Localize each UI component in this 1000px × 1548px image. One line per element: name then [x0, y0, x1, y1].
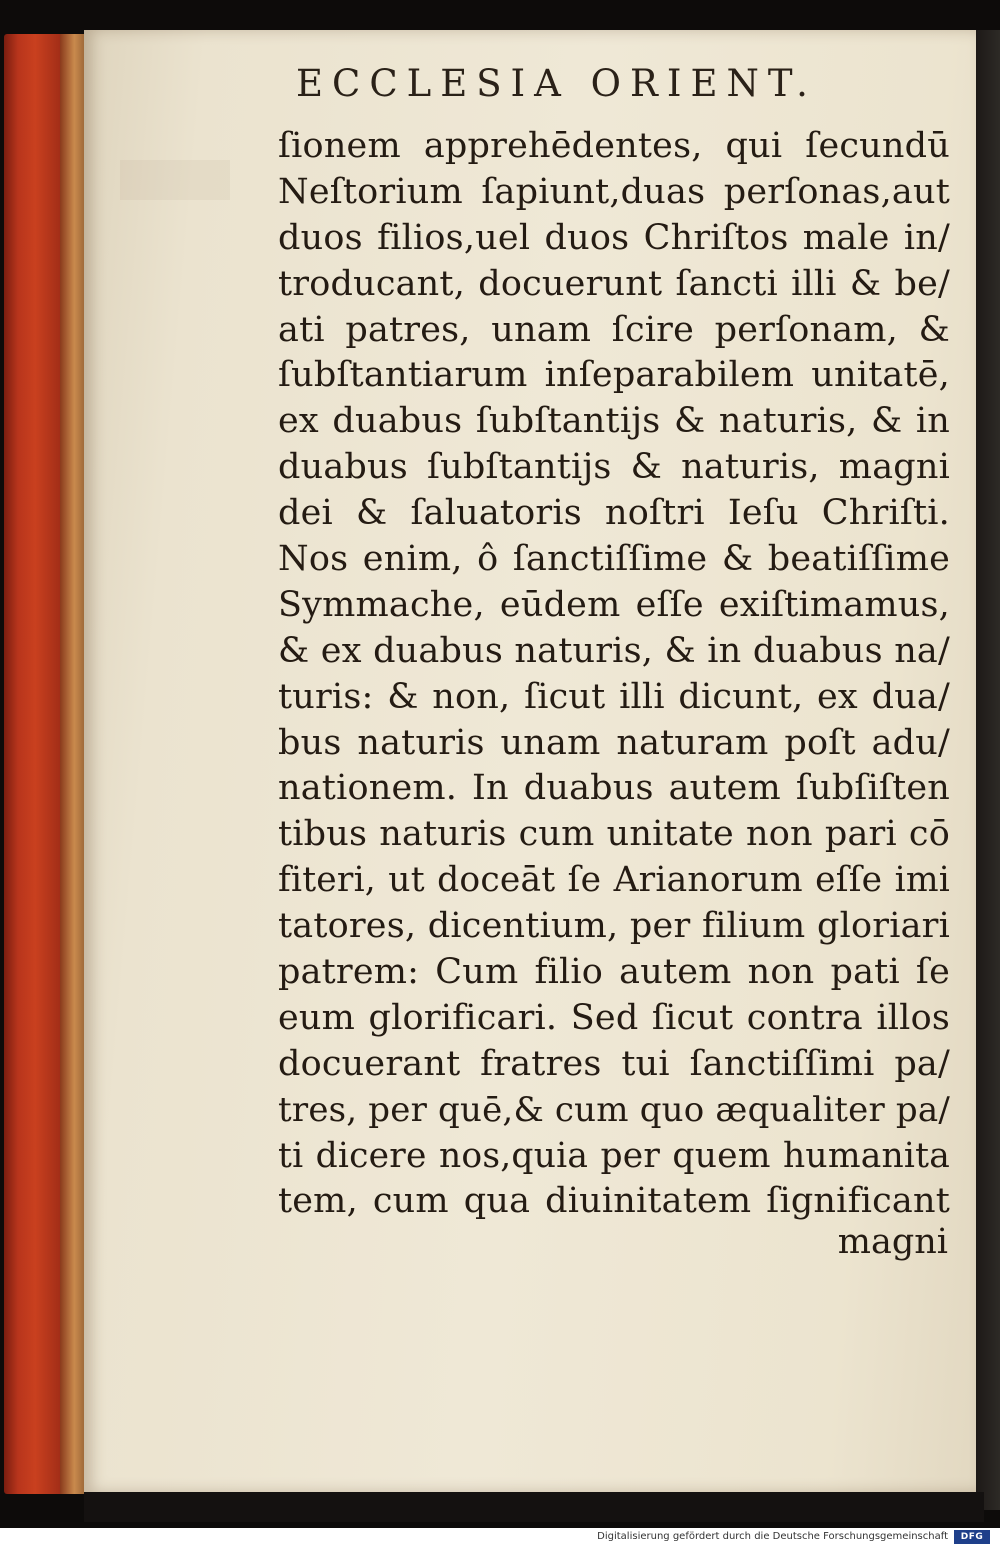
text-line: ati patres, unam ſcire perſonam, & — [278, 309, 950, 350]
text-line: patrem: Cum filio autem non pati ſe — [278, 952, 950, 993]
text-line: ti dicere nos,quia per quem humanita — [278, 1135, 950, 1176]
text-line: bus naturis unam naturam poſt adu/ — [278, 722, 950, 763]
text-line: & ex duabus naturis, & in duabus na/ — [278, 630, 950, 671]
catchword: magni — [837, 1222, 948, 1262]
footer-bar — [0, 1528, 1000, 1548]
text-line: turis: & non, ſicut illi dicunt, ex dua/ — [278, 676, 950, 717]
book-gutter — [60, 34, 84, 1494]
funding-credit: Digitalisierung gefördert durch die Deutsche Forschungsgemeinschaft — [597, 1531, 948, 1542]
text-line: tres, per quē,& cum quo æqualiter pa/ — [278, 1089, 951, 1130]
text-line: tatores, dicentium, per filium gloriari — [278, 906, 950, 947]
text-block — [278, 124, 950, 1225]
text-line: ſubſtantiarum inſeparabilem unitatē, — [278, 355, 950, 396]
text-line: eum glorificari. Sed ſicut contra illos — [278, 997, 950, 1038]
text-line: duos filios,uel duos Chriſtos male in/ — [278, 217, 950, 258]
text-line: tem, cum qua diuinitatem ſignificant — [278, 1181, 950, 1222]
running-head: ECCLESIA ORIENT. — [296, 62, 817, 105]
text-line: dei & ſaluatoris noſtri Ieſu Chriſti. — [278, 493, 950, 534]
text-line: duabus ſubſtantijs & naturis, magni — [278, 447, 950, 488]
text-line: tibus naturis cum unitate non pari cō — [278, 814, 950, 855]
dfg-logo[interactable]: DFG — [954, 1530, 990, 1544]
text-line: troducant, docuerunt ſancti illi & be/ — [278, 263, 950, 304]
text-line: fiteri, ut doceāt ſe Arianorum eſſe imi — [278, 860, 950, 901]
text-line: Neſtorium ſapiunt,duas perſonas,aut — [278, 171, 950, 212]
page-bottom-shadow — [84, 1492, 984, 1522]
text-line: nationem. In duabus autem ſubſiſten — [278, 768, 950, 809]
text-line: Symmache, eūdem eſſe exiſtimamus, — [278, 584, 950, 625]
text-line: ſionem apprehēdentes, qui ſecundū — [278, 126, 950, 166]
bleed-through-ghost — [120, 160, 230, 200]
text-line: docuerant fratres tui ſanctiſſimi pa/ — [278, 1043, 950, 1084]
text-line: Nos enim, ô ſanctiſſime & beatiſſime — [278, 539, 950, 580]
page-right-edge — [976, 30, 1000, 1510]
text-line: ex duabus ſubſtantijs & naturis, & in — [278, 401, 950, 442]
